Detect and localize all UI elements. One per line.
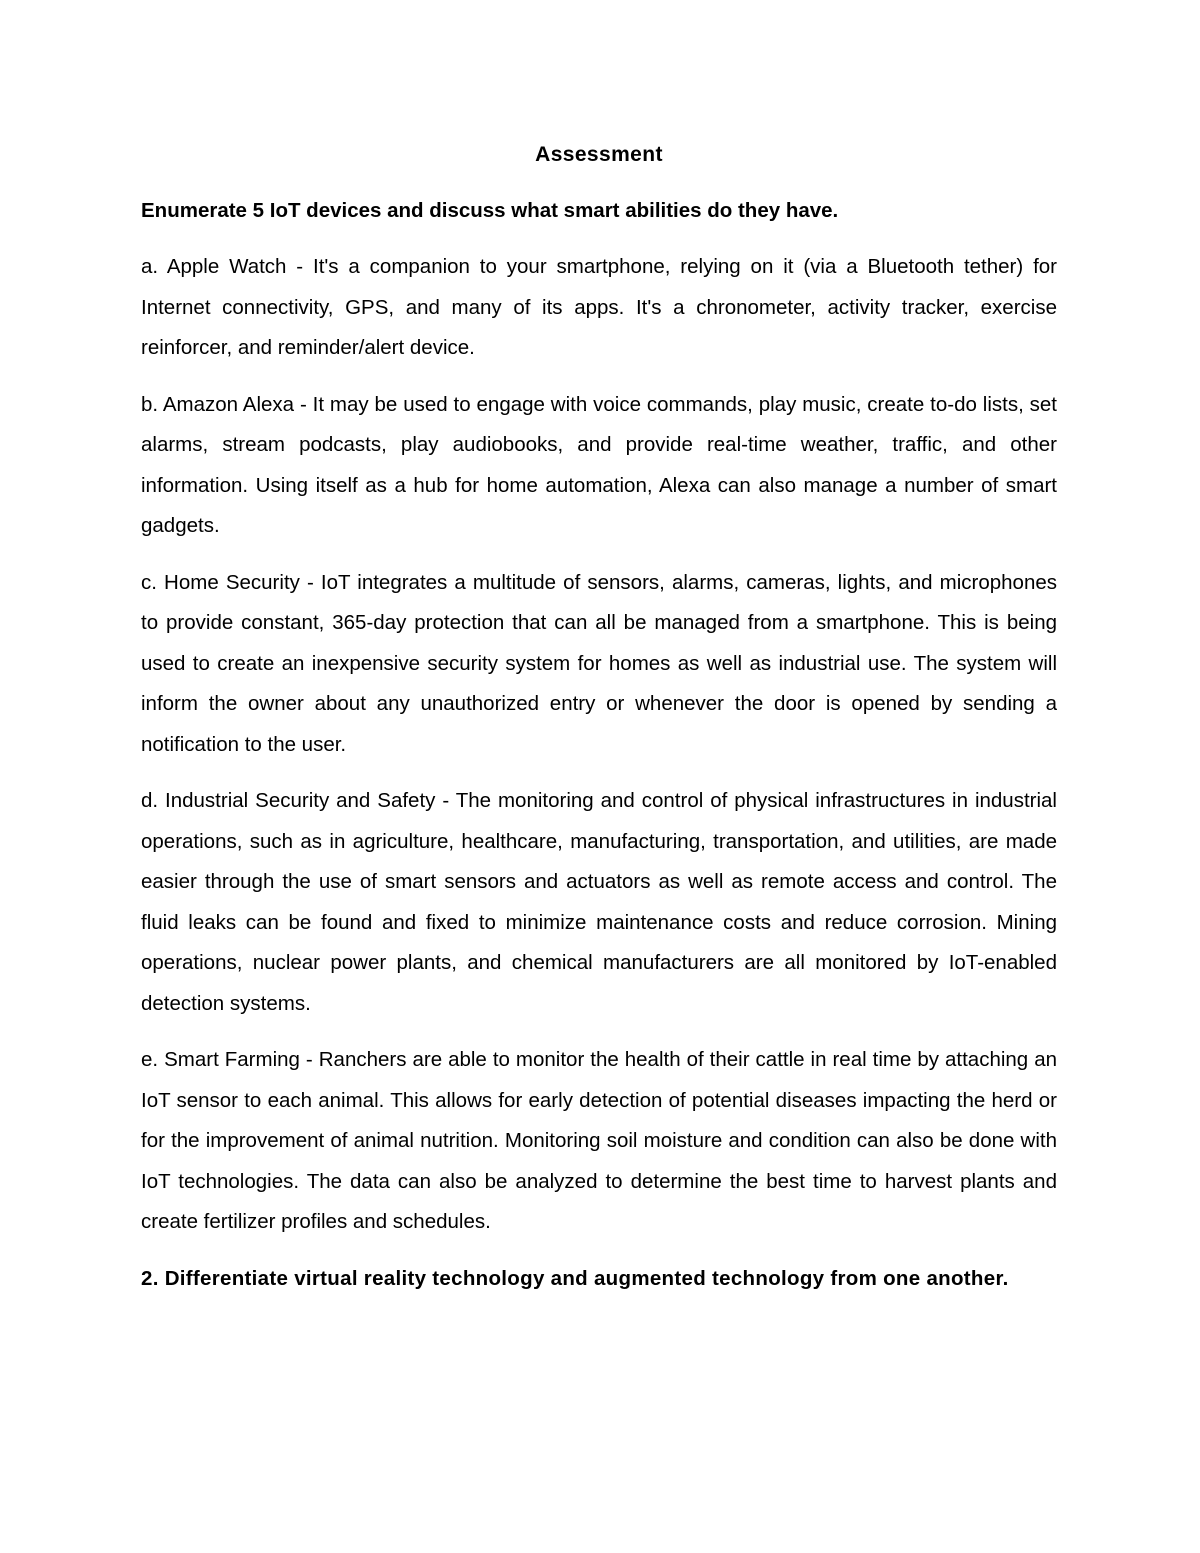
- document-body: [141, 135, 1057, 1299]
- answer-item-d: d. Industrial Security and Safety - The monitoring and control of physical infrastructures in industrial operations, such as in agriculture, healthcare, manufacturing, transportation, and utilities, are made easier through the use of smart sensors and actuators as well as remote access and control. The fluid leaks can be found and fixed to minimize maintenance costs and reduce corrosion. Mining operations, nuclear power plants, and chemical manufacturers are all monitored by IoT-enabled detection systems.: [141, 789, 1057, 1015]
- question-2: 2. Differentiate virtual reality technology and augmented technology from one another.: [141, 1266, 1009, 1290]
- answer-item-c: c. Home Security - IoT integrates a multitude of sensors, alarms, cameras, lights, and microphones to provide constant, 365-day protection that can all be managed from a smartphone. This is being used to create an inexpensive security system for homes as well as industrial use. The system will inform the owner about any unauthorized entry or whenever the door is opened by sending a notification to the user.: [141, 570, 1057, 756]
- answer-item-a: a. Apple Watch - It's a companion to your smartphone, relying on it (via a Bluetooth tether) for Internet connectivity, GPS, and many of its apps. It's a chronometer, activity tracker, exercise reinforcer, and reminder/alert device.: [141, 255, 1057, 359]
- answer-item-e: e. Smart Farming - Ranchers are able to monitor the health of their cattle in real time by attaching an IoT sensor to each animal. This allows for early detection of potential diseases impacting the herd or for the improvement of animal nutrition. Monitoring soil moisture and condition can also be done with IoT technologies. The data can also be analyzed to determine the best time to harvest plants and create fertilizer profiles and schedules.: [141, 1048, 1057, 1233]
- document-title: Assessment: [535, 143, 663, 166]
- answer-item-b: b. Amazon Alexa - It may be used to engage with voice commands, play music, create to-do lists, set alarms, stream podcasts, play audiobooks, and provide real-time weather, traffic, and other information. Using itself as a hub for home automation, Alexa can also manage a number of smart gadgets.: [141, 392, 1057, 537]
- question-1: Enumerate 5 IoT devices and discuss what smart abilities do they have.: [141, 199, 839, 222]
